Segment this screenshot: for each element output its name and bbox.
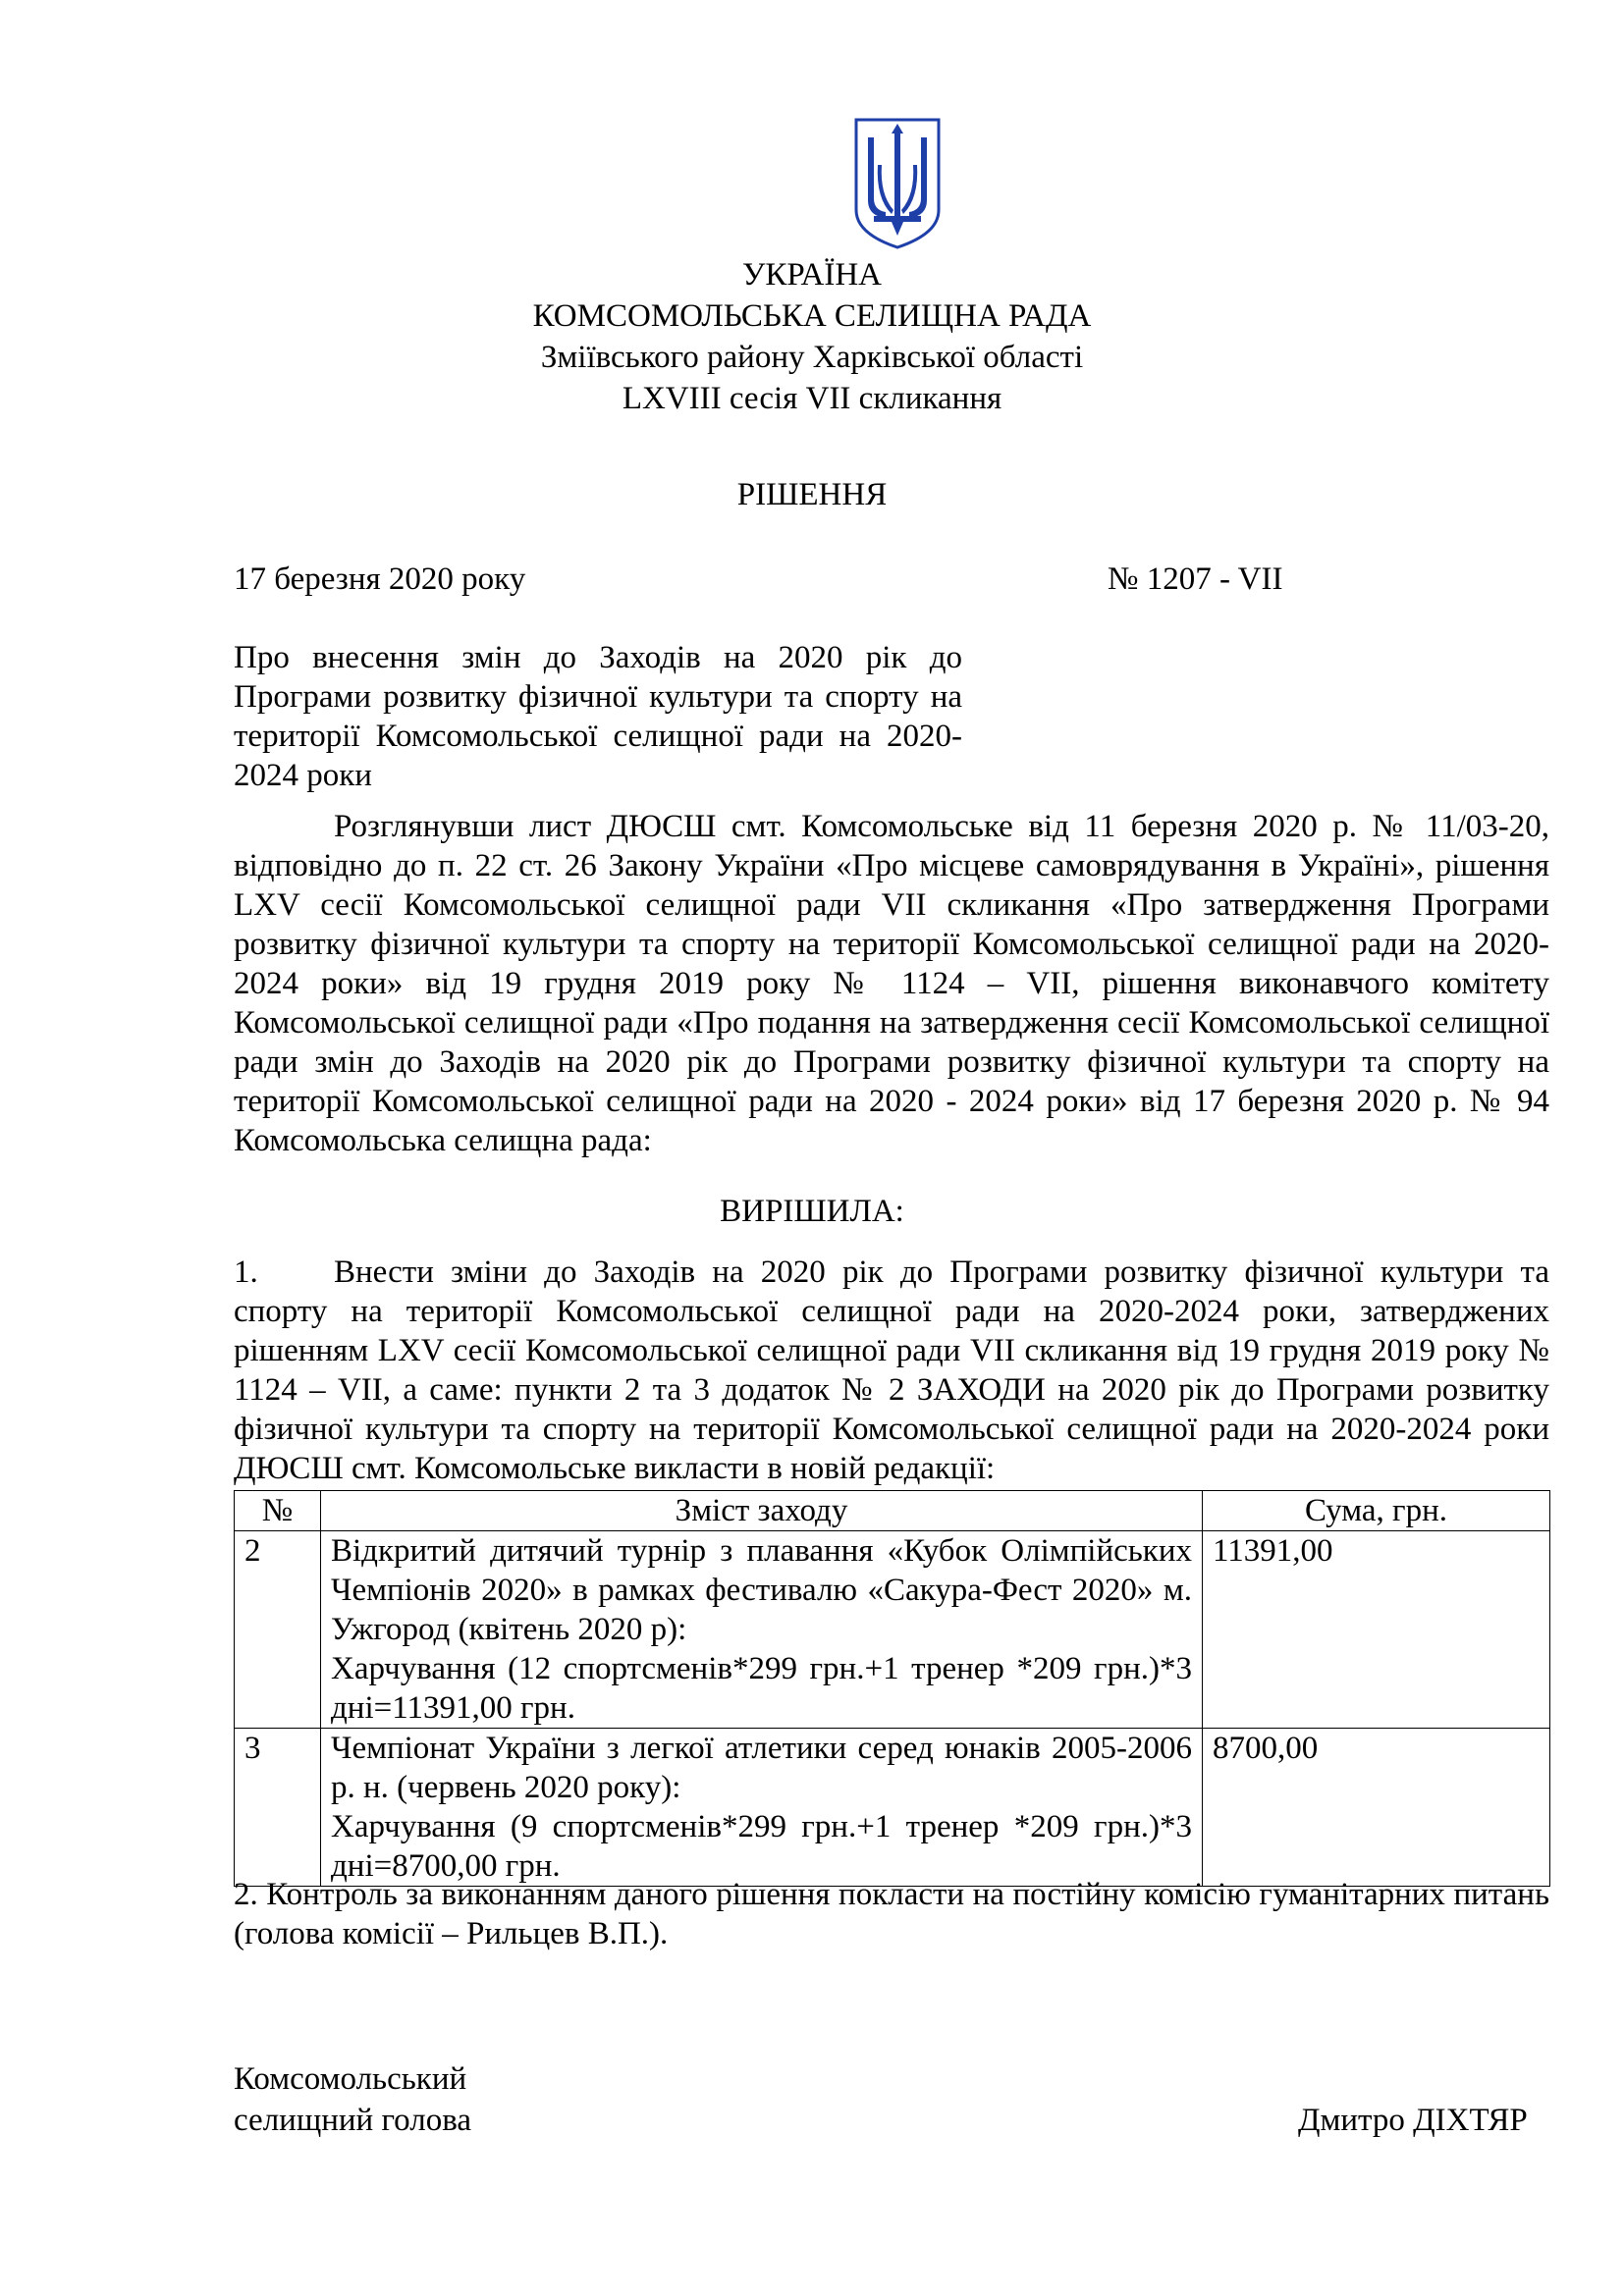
row-sum: 11391,00 — [1203, 1531, 1550, 1729]
session-title: LXVIII сесія VII скликання — [622, 381, 1002, 416]
row-content-line: Харчування (12 спортсменів*299 грн.+1 тренер *209 грн.)*3 дні=11391,00 грн. — [331, 1651, 1192, 1726]
table-header-row — [235, 1491, 1550, 1531]
decided-heading: ВИРІШИЛА: — [720, 1194, 904, 1229]
column-header-number: № — [235, 1491, 321, 1531]
decision-subject: Про внесення змін до Заходів на 2020 рік до Програми розвитку фізичної культури та спорту на території Комсомольської селищної ради на 2020-2024 роки — [234, 640, 962, 793]
district-title: Зміївського району Харківської області — [540, 340, 1084, 375]
item1-number: 1. — [234, 1255, 258, 1290]
signature-name: Дмитро ДІХТЯР — [1298, 2103, 1528, 2138]
measures-table — [234, 1490, 1550, 1887]
signature-title-line1: Комсомольський — [234, 2061, 467, 2097]
row-sum: 8700,00 — [1203, 1729, 1550, 1887]
row-number: 3 — [235, 1729, 321, 1887]
ukraine-trident-emblem-icon — [852, 116, 943, 251]
row-content-line: Чемпіонат України з легкої атлетики серед юнаків 2005-2006 р. н. (червень 2020 року): — [331, 1731, 1192, 1805]
row-content — [321, 1729, 1203, 1887]
row-number: 2 — [235, 1531, 321, 1729]
table-row — [235, 1729, 1550, 1887]
signature-title-line2: селищний голова — [234, 2103, 472, 2138]
column-header-content: Зміст заходу — [321, 1491, 1203, 1531]
item1-text: спорту на території Комсомольської селищної ради на 2020-2024 роки, затверджених рішенням LXV сесії Комсомольської селищної ради VII скликання від 19 грудня 2019 року № 1124 – VII, а саме: пункти 2 та 3 додаток № 2 ЗАХОДИ на 2020 рік до Програми розвитку фізичної культури та спорту на території Комсомольської селищної ради на 2020-2024 роки ДЮСШ смт. Комсомольське викласти в новій редакції: — [234, 1294, 1549, 1486]
council-title: КОМСОМОЛЬСЬКА СЕЛИЩНА РАДА — [532, 298, 1092, 334]
column-header-sum: Сума, грн. — [1203, 1491, 1550, 1531]
row-content — [321, 1531, 1203, 1729]
preamble-paragraph: Розглянувши лист ДЮСШ смт. Комсомольське від 11 березня 2020 р. № 11/03-20, відповідно до п. 22 ст. 26 Закону України «Про місцеве самоврядування в Україні», рішення LXV сесії Комсомольської селищної ради VII скликання «Про затвердження Програми розвитку фізичної культури та спорту на території Комсомольської селищної ради на 2020-2024 роки» від 19 грудня 2019 року № 1124 – VII, рішення виконавчого комітету Комсомольської селищної ради «Про подання на затвердження сесії Комсомольської селищної ради змін до Заходів на 2020 рік до Програми розвитку фізичної культури та спорту на території Комсомольської селищної ради на 2020 - 2024 роки» від 17 березня 2020 р. № 94 Комсомольська селищна рада: — [234, 809, 1549, 1158]
country-title: УКРАЇНА — [742, 257, 882, 293]
item2-text: 2. Контроль за виконанням даного рішення покласти на постійну комісію гуманітарних питань (голова комісії – Рильцев В.П.). — [234, 1877, 1549, 1951]
decision-date: 17 березня 2020 року — [234, 561, 526, 597]
decision-number: № 1207 - VII — [1108, 561, 1283, 597]
table-row — [235, 1531, 1550, 1729]
item1-first-line: Внести зміни до Заходів на 2020 рік до Програми розвитку фізичної культури та — [334, 1255, 1549, 1290]
row-content-line: Харчування (9 спортсменів*299 грн.+1 тренер *209 грн.)*3 дні=8700,00 грн. — [331, 1809, 1192, 1884]
row-content-line: Відкритий дитячий турнір з плавання «Кубок Олімпійських Чемпіонів 2020» в рамках фестивалю «Сакура-Фест 2020» м. Ужгород (квітень 2020 р): — [331, 1533, 1192, 1647]
document-type: РІШЕННЯ — [736, 477, 888, 512]
